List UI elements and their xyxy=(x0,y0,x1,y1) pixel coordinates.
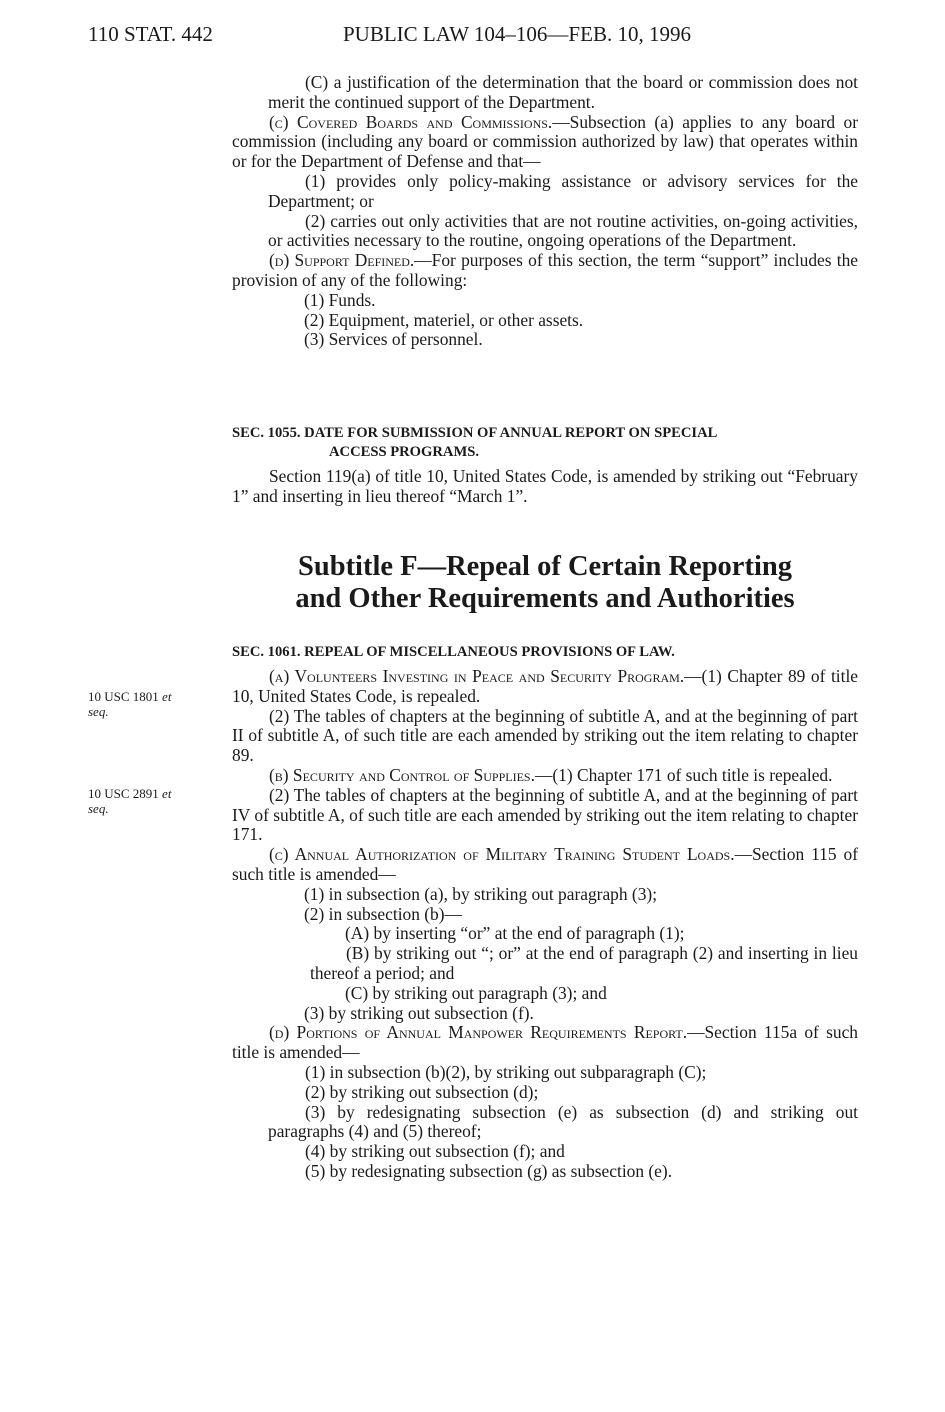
paragraph-a-2: (2) The tables of chapters at the beginning of subtitle A, and at the beginning of part II of subtitle A, of such title are each amended by striking out the item relating to chapter 89. xyxy=(232,705,858,766)
list-item-funds: (1) Funds. xyxy=(304,289,376,310)
support-defined-heading: (d) Support Defined. xyxy=(269,250,415,271)
section-1055-body: Section 119(a) of title 10, United States Code, is amended by striking out “February 1” and inserting in lieu thereof “March 1”. xyxy=(232,466,858,506)
section-1061-heading: SEC. 1061. REPEAL OF MISCELLANEOUS PROVISIONS OF LAW. xyxy=(232,644,675,660)
section-1061 xyxy=(232,643,858,1182)
paragraph-support-defined xyxy=(232,251,858,291)
margin-note-1801-et: et xyxy=(162,689,172,704)
section-1055 xyxy=(232,424,858,507)
margin-note-2891 xyxy=(88,786,213,816)
manpower-heading: (d) Portions of Annual Manpower Requirements Report. xyxy=(269,1022,688,1043)
covered-boards-heading: (c) Covered Boards and Commissions. xyxy=(269,111,553,132)
paragraph-d-4: (4) by striking out subsection (f); and xyxy=(305,1141,565,1162)
paragraph-d-3: (3) by redesignating subsection (e) as subsection (d) and striking out paragraphs (4) and (5) thereof; xyxy=(268,1101,858,1142)
paragraph-c-3: (3) by striking out subsection (f). xyxy=(304,1002,534,1023)
subtitle-line-1: Subtitle F—Repeal of Certain Reporting xyxy=(298,551,792,582)
margin-note-1801-code: 10 USC 1801 xyxy=(88,689,159,704)
security-text: —(1) Chapter 171 of such title is repealed. xyxy=(534,764,833,785)
paragraph-item-2: (2) carries out only activities that are not routine activities, on-going activities, or activities necessary to the routine, ongoing operations of the Department. xyxy=(268,210,858,251)
paragraph-b-2: (2) The tables of chapters at the beginning of subtitle A, and at the beginning of part IV of subtitle A, of such title are each amended by striking out the item relating to chapter 171. xyxy=(232,784,858,845)
section-1055-heading-line1: SEC. 1055. DATE FOR SUBMISSION OF ANNUAL REPORT ON SPECIAL xyxy=(232,425,718,441)
paragraph-c-2-a: (A) by inserting “or” at the end of paragraph (1); xyxy=(345,923,685,944)
list-item-equipment: (2) Equipment, materiel, or other assets. xyxy=(304,309,584,330)
paragraph-c-2-c: (C) by striking out paragraph (3); and xyxy=(345,982,607,1003)
paragraph-c-annual-authorization xyxy=(232,845,858,885)
paragraph-d-2: (2) by striking out subsection (d); xyxy=(305,1081,539,1102)
paragraph-c-2: (2) in subsection (b)— xyxy=(304,903,462,924)
paragraph-d-manpower xyxy=(232,1023,858,1063)
paragraph-covered-boards xyxy=(232,113,858,172)
paragraph-c-justification: (C) a justification of the determination that the board or commission does not merit the continued support of the Department. xyxy=(268,72,858,112)
volunteers-text: —(1) Chapter 89 of title 10, United States Code, is repealed. xyxy=(232,666,858,706)
subtitle-line-2: and Other Requirements and Authorities xyxy=(295,583,795,614)
section-1055-heading xyxy=(232,424,858,462)
manpower-text: —Section 115a of such title is amended— xyxy=(232,1022,858,1063)
paragraph-c-1: (1) in subsection (a), by striking out paragraph (3); xyxy=(304,883,658,904)
annual-authorization-heading: (c) Annual Authorization of Military Training Student Loads. xyxy=(269,844,735,865)
margin-note-1801 xyxy=(88,689,213,719)
security-heading: (b) Security and Control of Supplies. xyxy=(269,764,535,785)
paragraph-d-1: (1) in subsection (b)(2), by striking out subparagraph (C); xyxy=(305,1061,707,1082)
paragraph-d-5: (5) by redesignating subsection (g) as subsection (e). xyxy=(305,1160,673,1181)
covered-boards-text: —Subsection (a) applies to any board or commission (including any board or commission authorized by law) that operates within or for the Department of Defense and that— xyxy=(232,111,859,172)
margin-note-2891-et: et xyxy=(162,786,172,801)
annual-authorization-text: —Section 115 of such title is amended— xyxy=(232,844,858,884)
list-item-services: (3) Services of personnel. xyxy=(304,329,483,350)
stat-page-number: 110 STAT. 442 xyxy=(88,22,213,46)
subtitle-heading xyxy=(232,551,858,615)
paragraph-a-volunteers xyxy=(232,667,858,707)
support-defined-text: —For purposes of this section, the term “support” includes the provision of any of the following: xyxy=(232,250,858,290)
paragraph-item-1: (1) provides only policy-making assistance or advisory services for the Department; or xyxy=(268,170,858,211)
margin-note-1801-seq: seq. xyxy=(88,704,109,719)
public-law-title: PUBLIC LAW 104–106—FEB. 10, 1996 xyxy=(343,22,691,46)
margin-note-2891-code: 10 USC 2891 xyxy=(88,786,159,801)
section-1055-heading-line2: ACCESS PROGRAMS. xyxy=(329,444,480,460)
volunteers-heading: (a) Volunteers Investing in Peace and Security Program. xyxy=(269,666,685,686)
paragraph-b-security xyxy=(232,766,858,786)
text-block-1 xyxy=(232,73,858,350)
margin-note-2891-seq: seq. xyxy=(88,801,109,816)
paragraph-c-2-b: (B) by striking out “; or” at the end of paragraph (2) and inserting in lieu thereof a period; and xyxy=(310,943,858,983)
